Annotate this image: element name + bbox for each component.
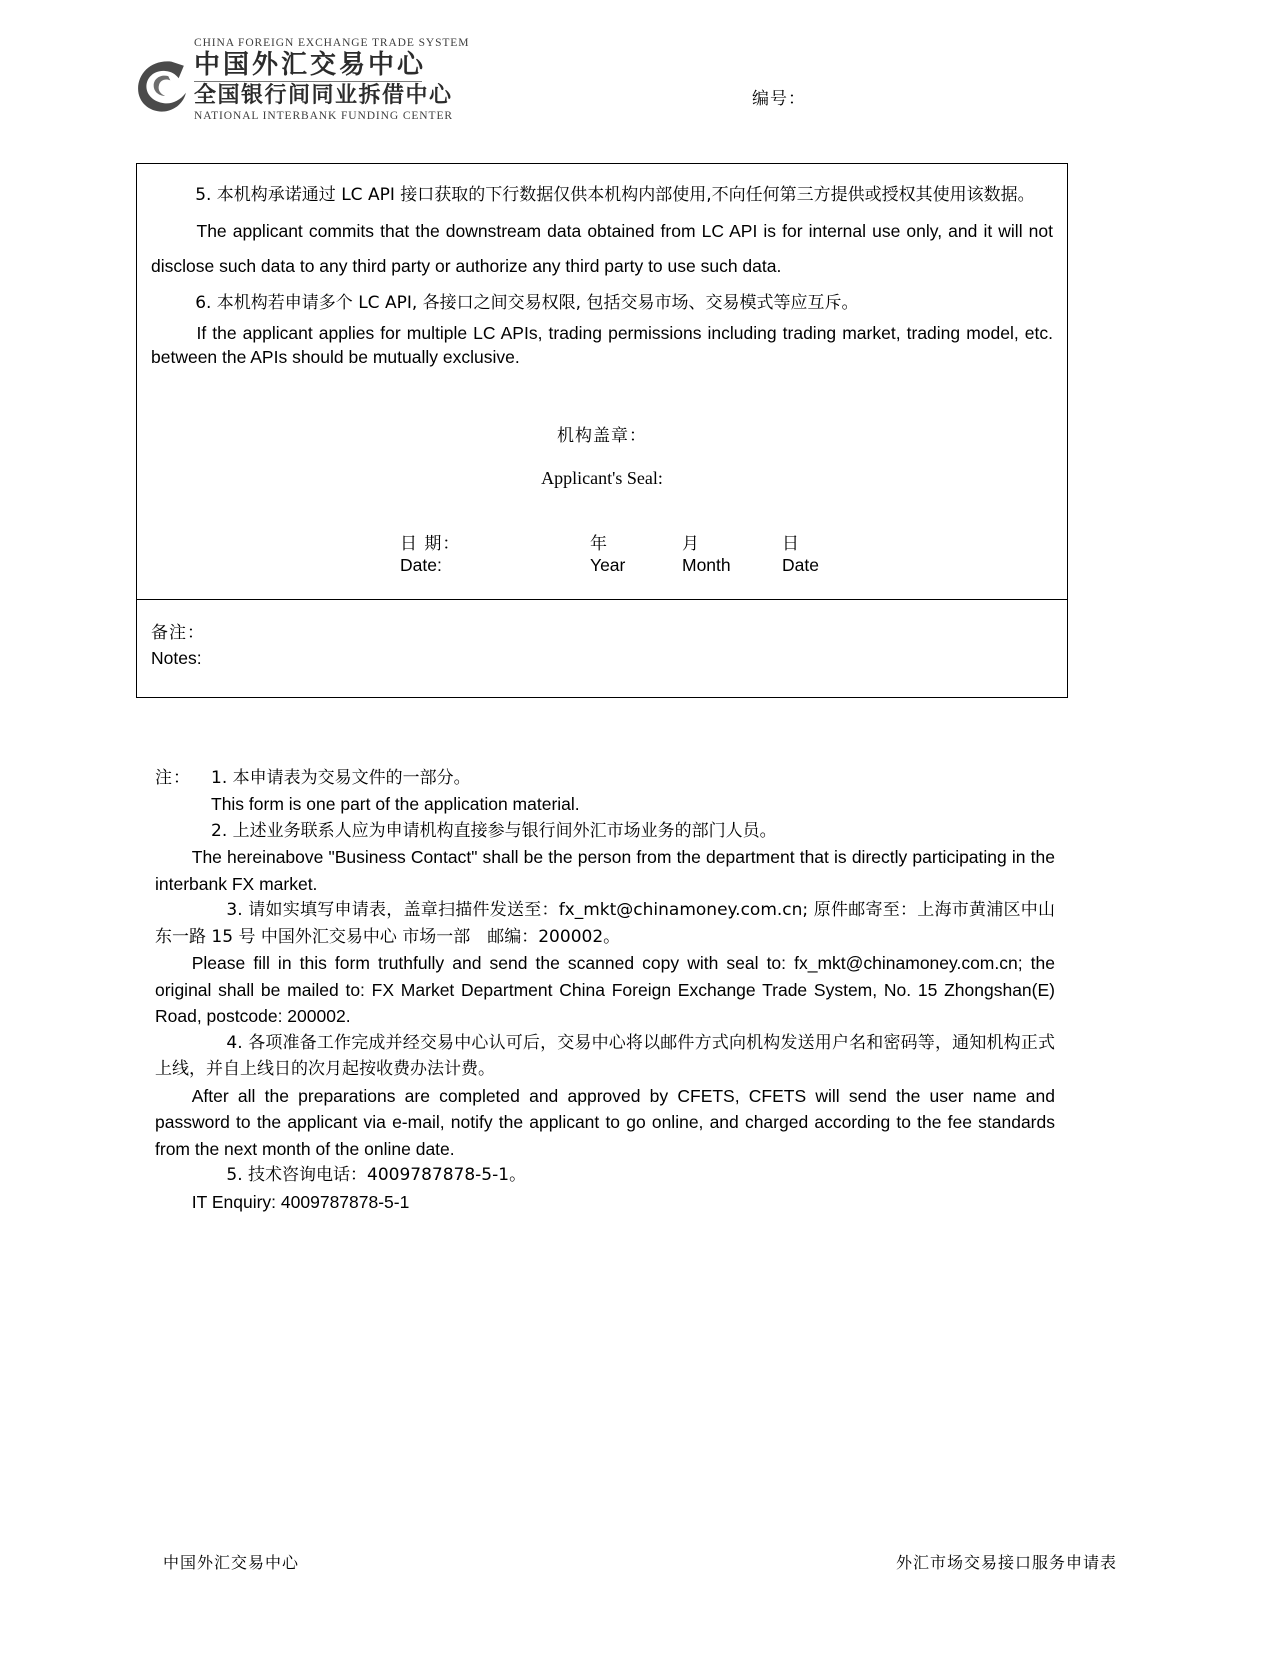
- footnote-1-number: 1.: [211, 768, 228, 788]
- logo-english-bottom: NATIONAL INTERBANK FUNDING CENTER: [194, 109, 453, 122]
- logo-divider: [194, 81, 422, 82]
- seal-label-chinese: 机构盖章：: [557, 426, 647, 447]
- footnotes-marker: 注：: [155, 768, 191, 788]
- document-number-label: 编号：: [752, 89, 806, 109]
- cfets-logo-mark: [136, 56, 188, 114]
- footnote-item-1: [155, 765, 1055, 844]
- logo-chinese-bottom: 全国银行间同业拆借中心: [194, 82, 453, 108]
- footnote-2-chinese-text: 上述业务联系人应为申请机构直接参与银行间外汇市场业务的部门人员。: [232, 820, 777, 841]
- clause-6-chinese-text: 6. 本机构若申请多个 LC API, 各接口之间交易权限, 包括交易市场、交易模式等应互斥。: [195, 293, 859, 313]
- clause-5-english: [151, 214, 1053, 284]
- date-label-chinese: 日 期：: [400, 534, 461, 555]
- cfets-logo: [136, 38, 469, 122]
- clauses-cell: [137, 164, 1067, 599]
- footer-right-text: 外汇市场交易接口服务申请表: [895, 1553, 1117, 1572]
- clause-5-chinese: [151, 178, 1053, 212]
- month-label-english: Month: [682, 555, 731, 576]
- footnote-2-english: The hereinabove "Business Contact" shall be the person from the department that is directly participating in the interbank FX market.: [155, 847, 1055, 894]
- footnote-2-chinese: [211, 818, 1055, 844]
- date-label-english: Date:: [400, 555, 442, 576]
- notes-label-chinese: 备注：: [151, 623, 205, 644]
- month-label-chinese: 月: [682, 534, 700, 555]
- footnote-2-number: 2.: [211, 820, 228, 841]
- seal-label-english: Applicant's Seal:: [541, 468, 663, 489]
- footnote-1-chinese-text: 本申请表为交易文件的一部分。: [232, 768, 471, 788]
- footnote-4-english: After all the preparations are completed and approved by CFETS, CFETS will send the user name and password to the applicant via e-mail, notify the applicant to go online, and charged according to the fee standards from the next month of the online date.: [155, 1085, 1055, 1159]
- footnote-1-chinese: [211, 765, 1055, 791]
- clause-6-english: [151, 322, 1053, 369]
- notes-label-english: Notes:: [151, 648, 202, 669]
- clause-5-chinese-text: 5. 本机构承诺通过 LC API 接口获取的下行数据仅供本机构内部使用,不向任何第三方提供或授权其使用该数据。: [195, 185, 1035, 205]
- footnote-1-english: This form is one part of the application material.: [211, 794, 580, 815]
- day-label-chinese: 日: [782, 534, 800, 555]
- form-box: [136, 163, 1068, 698]
- footnote-5-chinese: [155, 1162, 1055, 1188]
- logo-chinese-top: 中国外汇交易中心: [194, 49, 427, 80]
- footnote-3-english: Please fill in this form truthfully and send the scanned copy with seal to: fx_mkt@chinamoney.com.cn; the original shall be mailed to: FX Market Department China Foreign Exchange Trade System, No. 15 Zhongshan(E) Road, postcode: 200002.: [155, 953, 1055, 1027]
- footnote-4-number: 4.: [226, 1032, 243, 1053]
- document-footer: [0, 1550, 1280, 1578]
- year-label-chinese: 年: [590, 534, 608, 555]
- footnote-3-number: 3.: [226, 900, 243, 921]
- footnote-5-english: IT Enquiry: 4009787878-5-1: [191, 1191, 410, 1212]
- clause-6-chinese: [151, 286, 1053, 320]
- footnote-4-chinese-text: 各项准备工作完成并经交易中心认可后，交易中心将以邮件方式向机构发送用户名和密码等，通知机构正式上线，并自上线日的次月起按收费办法计费。: [155, 1032, 1055, 1080]
- seal-area: [151, 421, 1053, 581]
- date-row-english: [342, 555, 862, 581]
- year-label-english: Year: [590, 555, 626, 576]
- footnotes-section: [155, 765, 1055, 1215]
- document-header: [0, 38, 1280, 148]
- footnote-4-chinese: [155, 1030, 1055, 1083]
- clause-5-english-text: The applicant commits that the downstream data obtained from LC API is for internal use only, and it will not disclose such data to any third party or authorize any third party to use such data.: [151, 221, 1053, 276]
- footnote-5-number: 5.: [226, 1165, 243, 1186]
- date-row-chinese: [342, 529, 862, 555]
- footnote-3-chinese: [155, 897, 1055, 950]
- footnote-5-chinese-text: 技术咨询电话：4009787878-5-1。: [248, 1165, 527, 1186]
- clause-6-english-text: If the applicant applies for multiple LC APIs, trading permissions including trading market, trading model, etc. between the APIs should be mutually exclusive.: [151, 323, 1053, 367]
- logo-english-top: CHINA FOREIGN EXCHANGE TRADE SYSTEM: [194, 37, 470, 49]
- notes-cell[interactable]: [137, 599, 1067, 696]
- day-label-english: Date: [782, 555, 819, 576]
- footnote-3-chinese-text: 请如实填写申请表，盖章扫描件发送至：fx_mkt@chinamoney.com.cn; 原件邮寄至：上海市黄浦区中山东一路 15 号 中国外汇交易中心 市场一部 邮编：200002。: [155, 900, 1055, 947]
- footer-left-text: 中国外汇交易中心: [163, 1553, 300, 1572]
